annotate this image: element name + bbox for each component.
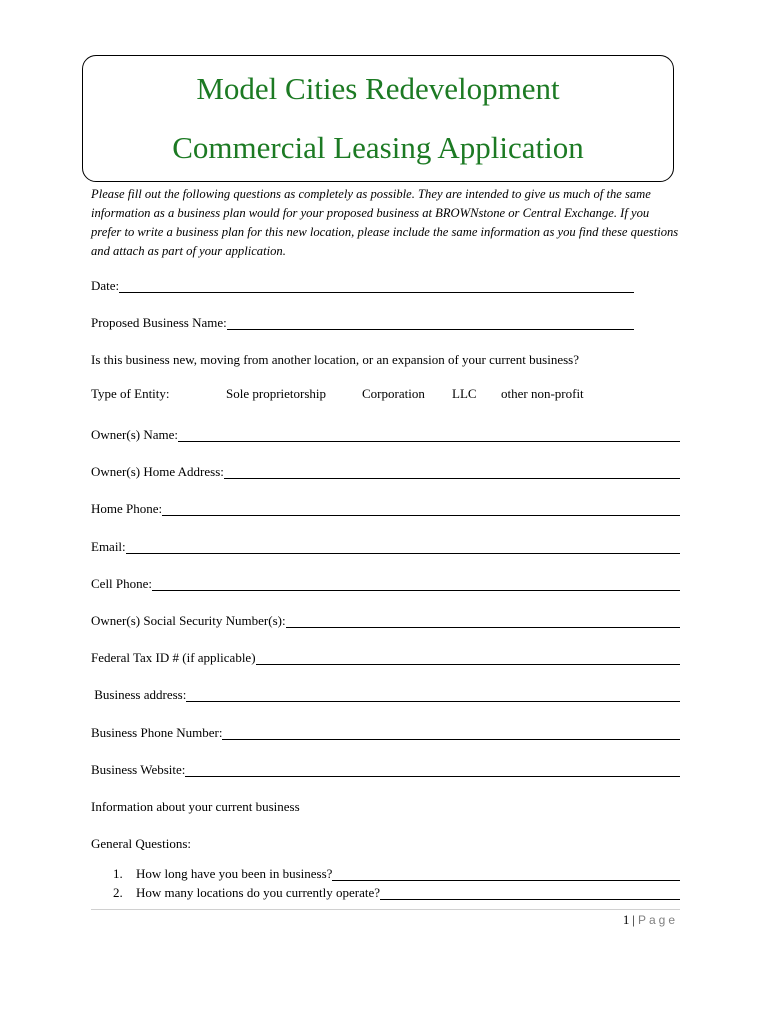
home-address-label: Owner(s) Home Address: (91, 464, 224, 479)
entity-option-llc[interactable]: LLC (452, 386, 477, 401)
business-phone-field (91, 721, 680, 741)
home-phone-input-line[interactable] (162, 502, 680, 516)
tax-id-input-line[interactable] (256, 651, 680, 665)
business-website-field (91, 758, 680, 778)
tax-id-field (91, 646, 680, 666)
list-item (113, 864, 680, 882)
general-questions-heading-text: General Questions: (91, 836, 192, 851)
date-input-line[interactable] (119, 279, 634, 293)
business-phone-input-line[interactable] (222, 726, 680, 740)
home-phone-field (91, 497, 680, 517)
list-item-number: 2. (113, 885, 123, 900)
title-box (82, 55, 674, 182)
business-name-field (91, 311, 634, 331)
business-name-input-line[interactable] (227, 316, 634, 330)
footer-divider (91, 909, 680, 910)
intro-line: prefer to write a business plan for this new location, please include the same information as you find these questions (91, 225, 679, 239)
form-title-line-1: Model Cities Redevelopment (196, 71, 560, 106)
business-address-field (91, 683, 680, 703)
locations-input-line[interactable] (380, 886, 680, 900)
date-label: Date: (91, 278, 120, 293)
intro-paragraph (91, 185, 691, 261)
page-word: Page (637, 913, 678, 927)
page-separator: | (632, 912, 635, 927)
list-item-number: 1. (113, 866, 123, 881)
home-address-field (91, 460, 680, 480)
business-status-question-text: Is this business new, moving from another location, or an expansion of your current business? (91, 352, 580, 367)
owner-name-field (91, 423, 680, 443)
home-address-input-line[interactable] (224, 465, 680, 479)
cell-phone-input-line[interactable] (152, 577, 680, 591)
ssn-label: Owner(s) Social Security Number(s): (91, 613, 286, 628)
business-website-input-line[interactable] (185, 763, 680, 777)
email-input-line[interactable] (126, 540, 680, 554)
current-business-heading (91, 795, 300, 815)
owner-name-input-line[interactable] (178, 428, 680, 442)
business-status-question (91, 348, 579, 368)
general-questions-heading (91, 832, 191, 852)
tax-id-label: Federal Tax ID # (if applicable) (91, 650, 256, 665)
form-title-line-2: Commercial Leasing Application (172, 130, 584, 165)
entity-type-label: Type of Entity: (91, 386, 170, 401)
business-name-label: Proposed Business Name: (91, 315, 227, 330)
page-number: 1 (622, 912, 630, 927)
intro-line: and attach as part of your application. (91, 244, 286, 258)
entity-option-sole-proprietorship[interactable]: Sole proprietorship (226, 386, 327, 401)
email-field (91, 535, 680, 555)
owner-name-label: Owner(s) Name: (91, 427, 178, 442)
list-item (113, 883, 680, 901)
cell-phone-label: Cell Phone: (91, 576, 153, 591)
entity-option-non-profit[interactable]: other non-profit (501, 386, 584, 401)
intro-line: information as a business plan would for your proposed business at BROWNstone or Central Exchange. If you (91, 206, 650, 220)
ssn-input-line[interactable] (286, 614, 680, 628)
entity-option-corporation[interactable]: Corporation (362, 386, 425, 401)
current-business-heading-text: Information about your current business (91, 799, 300, 814)
cell-phone-field (91, 572, 680, 592)
date-field (91, 274, 634, 294)
email-label: Email: (91, 539, 126, 554)
business-website-label: Business Website: (91, 762, 186, 777)
ssn-field (91, 609, 680, 629)
home-phone-label: Home Phone: (91, 501, 163, 516)
business-address-label: Business address: (91, 687, 187, 702)
list-item-question: How many locations do you currently operate? (136, 885, 381, 900)
page-footer (623, 912, 678, 928)
list-item-question: How long have you been in business? (136, 866, 333, 881)
intro-line: Please fill out the following questions as completely as possible. They are intended to give us much of the same (91, 187, 651, 201)
business-address-input-line[interactable] (186, 688, 680, 702)
business-phone-label: Business Phone Number: (91, 725, 223, 740)
years-in-business-input-line[interactable] (332, 867, 680, 881)
